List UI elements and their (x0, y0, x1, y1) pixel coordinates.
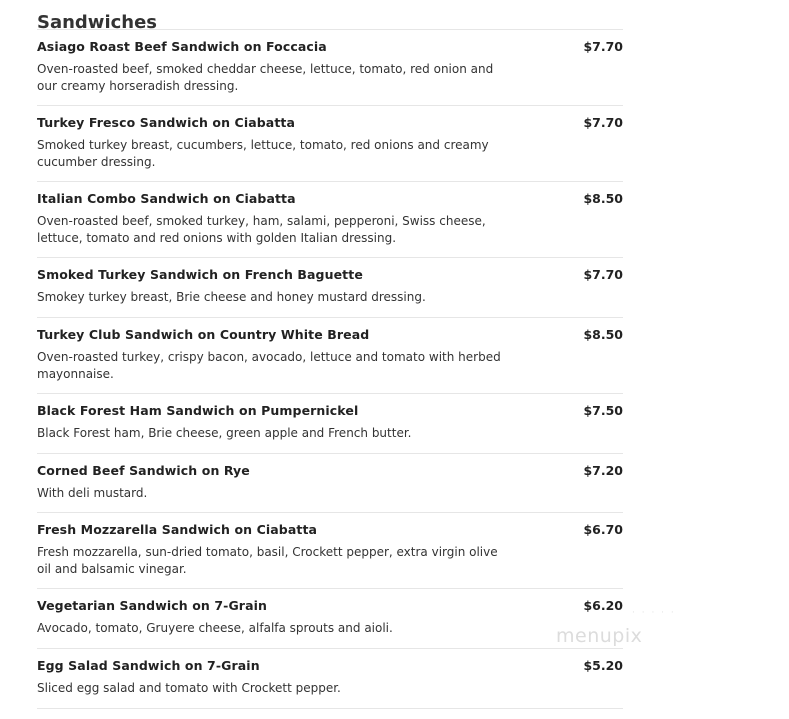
menu-item (37, 394, 623, 454)
item-description: Smoked turkey breast, cucumbers, lettuce, tomato, red onions and creamy cucumber dressing. (37, 138, 489, 169)
menu-item (37, 258, 623, 318)
watermark-dots: · · · · · (632, 608, 676, 618)
item-price: $6.70 (583, 522, 623, 537)
menu-item (37, 106, 623, 182)
item-price: $5.20 (583, 658, 623, 673)
item-price: $7.50 (583, 403, 623, 418)
menu-item (37, 513, 623, 589)
item-description: Black Forest ham, Brie cheese, green apple and French butter. (37, 426, 412, 440)
item-name: Italian Combo Sandwich on Ciabatta (37, 191, 296, 206)
item-price: $7.70 (583, 115, 623, 130)
item-price: $7.20 (583, 463, 623, 478)
item-name: Corned Beef Sandwich on Rye (37, 463, 250, 478)
item-description: Avocado, tomato, Gruyere cheese, alfalfa sprouts and aioli. (37, 621, 393, 635)
item-name: Smoked Turkey Sandwich on French Baguette (37, 267, 363, 282)
item-price: $6.20 (583, 598, 623, 613)
item-description: Fresh mozzarella, sun-dried tomato, basil, Crockett pepper, extra virgin olive oil and balsamic vinegar. (37, 545, 498, 576)
item-name: Turkey Club Sandwich on Country White Bread (37, 327, 370, 342)
item-price: $8.50 (583, 327, 623, 342)
item-name: Turkey Fresco Sandwich on Ciabatta (37, 115, 296, 130)
item-name: Asiago Roast Beef Sandwich on Foccacia (37, 39, 327, 54)
watermark-logo: menupix (556, 625, 643, 647)
item-description: Sliced egg salad and tomato with Crockett pepper. (37, 681, 341, 695)
item-description: Oven-roasted turkey, crispy bacon, avocado, lettuce and tomato with herbed mayonnaise. (37, 350, 501, 381)
item-description: Smokey turkey breast, Brie cheese and honey mustard dressing. (37, 290, 426, 304)
menu-item (37, 454, 623, 513)
item-description: Oven-roasted beef, smoked turkey, ham, salami, pepperoni, Swiss cheese, lettuce, tomato and red onions with golden Italian dressing. (37, 214, 486, 245)
menu-section (37, 0, 623, 709)
item-price: $7.70 (583, 267, 623, 282)
item-name: Egg Salad Sandwich on 7-Grain (37, 658, 260, 673)
menu-item (37, 649, 623, 709)
item-price: $8.50 (583, 191, 623, 206)
item-name: Vegetarian Sandwich on 7-Grain (37, 598, 267, 613)
menu-item (37, 182, 623, 258)
menu-item (37, 30, 623, 106)
section-title: Sandwiches (37, 0, 623, 30)
item-price: $7.70 (583, 39, 623, 54)
menu-item (37, 589, 623, 649)
item-description: With deli mustard. (37, 486, 148, 500)
item-description: Oven-roasted beef, smoked cheddar cheese, lettuce, tomato, red onion and our creamy horseradish dressing. (37, 62, 494, 93)
menu-item (37, 318, 623, 394)
item-name: Black Forest Ham Sandwich on Pumpernickel (37, 403, 359, 418)
item-name: Fresh Mozzarella Sandwich on Ciabatta (37, 522, 318, 537)
